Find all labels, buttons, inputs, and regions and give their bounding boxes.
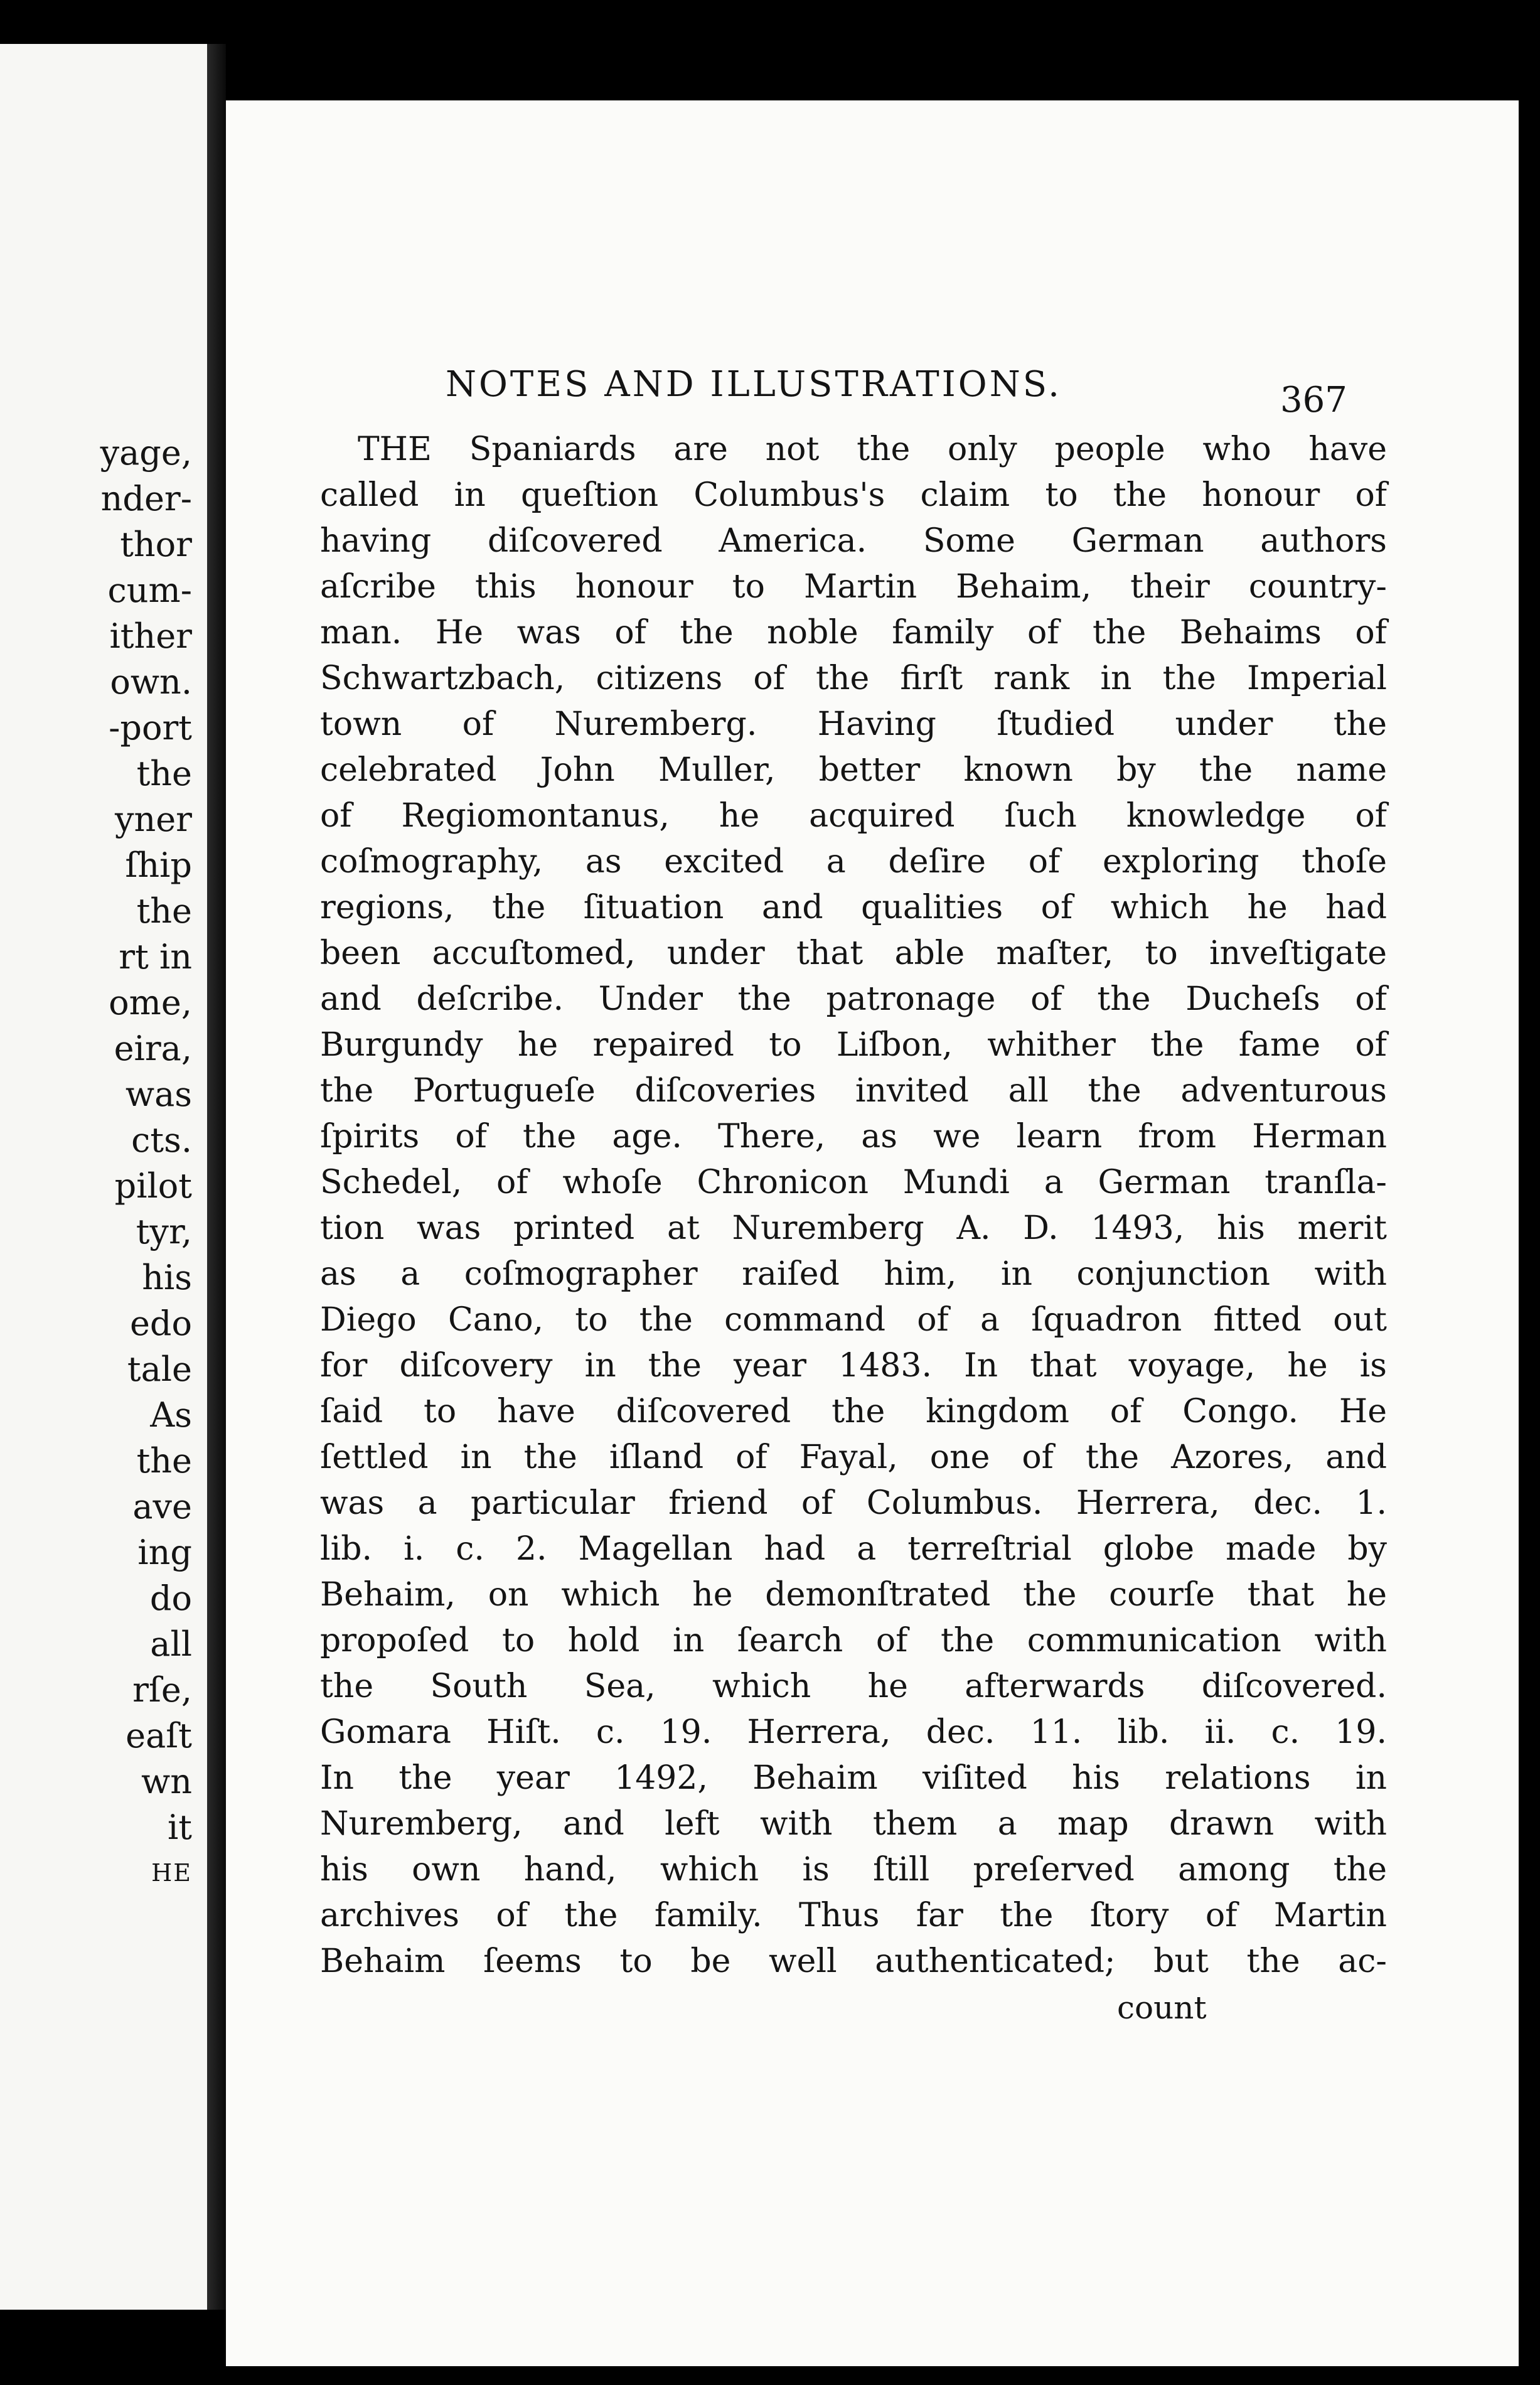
fragment-line: ing	[137, 1533, 192, 1572]
text-line: as a coſmographer raiſed him, in conjunction with	[320, 1255, 1387, 1293]
fragment-line: his	[142, 1258, 192, 1297]
text-line: Burgundy he repaired to Liſbon, whither the fame of	[320, 1026, 1387, 1064]
fragment-line: yner	[114, 800, 192, 839]
fragment-line: cum-	[107, 571, 192, 610]
fragment-line: cts.	[131, 1120, 192, 1160]
text-line: of Regiomontanus, he acquired ſuch knowledge of	[320, 797, 1387, 835]
fragment-line: ſhip	[125, 845, 192, 885]
text-line: Nuremberg, and left with them a map drawn with	[320, 1805, 1387, 1843]
fragment-line: wn	[141, 1762, 192, 1801]
text-line: Diego Cano, to the command of a ſquadron fitted out	[320, 1301, 1387, 1339]
text-line: town of Nuremberg. Having ſtudied under the	[320, 705, 1387, 743]
fragment-line: pilot	[114, 1166, 192, 1206]
fragment-line: eira,	[114, 1029, 192, 1068]
fragment-line: As	[150, 1395, 192, 1435]
current-page	[226, 100, 1519, 2366]
body-text	[320, 427, 1387, 1985]
text-line: In the year 1492, Behaim viſited his relations in	[320, 1759, 1387, 1797]
fragment-line: rt in	[119, 937, 192, 977]
fragment-line: -port	[109, 708, 192, 748]
text-line: Schedel, of whoſe Chronicon Mundi a German tranſla-	[320, 1164, 1387, 1201]
catchword: count	[1117, 1990, 1207, 2026]
text-line: called in queſtion Columbus's claim to the honour of	[320, 476, 1387, 514]
fragment-line: rſe,	[132, 1670, 192, 1710]
text-line: aſcribe this honour to Martin Behaim, their country-	[320, 568, 1387, 606]
page-number: 367	[1280, 380, 1347, 421]
fragment-line: the	[136, 754, 192, 793]
text-line: Schwartzbach, citizens of the firſt rank in the Imperial	[320, 660, 1387, 697]
text-line: man. He was of the noble family of the Behaims of	[320, 614, 1387, 651]
previous-page-line-fragments	[0, 430, 192, 1896]
fragment-line: the	[136, 891, 192, 931]
text-line: Behaim, on which he demonſtrated the courſe that he	[320, 1576, 1387, 1614]
text-line: and deſcribe. Under the patronage of the Ducheſs of	[320, 980, 1387, 1018]
fragment-line: ome,	[109, 983, 192, 1022]
text-line: Gomara Hiſt. c. 19. Herrera, dec. 11. lib. ii. c. 19.	[320, 1713, 1387, 1751]
text-line: his own hand, which is ſtill preſerved among the	[320, 1851, 1387, 1889]
fragment-line: edo	[129, 1304, 192, 1343]
text-line: ſpirits of the age. There, as we learn from Herman	[320, 1118, 1387, 1155]
fragment-line: tale	[127, 1349, 192, 1389]
fragment-line: own.	[110, 662, 192, 702]
text-line: regions, the ſituation and qualities of which he had	[320, 889, 1387, 926]
text-line: tion was printed at Nuremberg A. D. 1493, his merit	[320, 1209, 1387, 1247]
text-line: the South Sea, which he afterwards diſcovered.	[320, 1668, 1387, 1705]
text-line: propoſed to hold in ſearch of the communication with	[320, 1622, 1387, 1659]
fragment-line: all	[150, 1624, 192, 1664]
text-line: coſmography, as excited a deſire of exploring thoſe	[320, 843, 1387, 881]
fragment-line: tyr,	[136, 1212, 192, 1251]
text-line: was a particular friend of Columbus. Herrera, dec. 1.	[320, 1484, 1387, 1522]
text-line: been accuſtomed, under that able maſter, to inveſtigate	[320, 935, 1387, 972]
fragment-line: eaſt	[126, 1716, 192, 1755]
fragment-line: nder-	[100, 479, 192, 518]
fragment-line: thor	[120, 525, 192, 564]
previous-page-edge	[0, 44, 207, 2310]
text-line: lib. i. c. 2. Magellan had a terreſtrial globe made by	[320, 1530, 1387, 1568]
text-line: ſaid to have diſcovered the kingdom of Congo. He	[320, 1393, 1387, 1430]
fragment-line: was	[125, 1075, 192, 1114]
text-line: Behaim ſeems to be well authenticated; but the ac-	[320, 1943, 1387, 1980]
fragment-line: ither	[109, 616, 192, 656]
text-line: THE Spaniards are not the only people who have	[358, 431, 1387, 468]
text-line: archives of the family. Thus far the ſtory of Martin	[320, 1897, 1387, 1934]
text-line: celebrated John Muller, better known by the name	[320, 751, 1387, 789]
text-line: ſettled in the iſland of Fayal, one of the Azores, and	[320, 1439, 1387, 1476]
fragment-line: it	[168, 1808, 192, 1847]
text-line: for diſcovery in the year 1483. In that voyage, he is	[320, 1347, 1387, 1385]
fragment-line: yage,	[100, 433, 192, 473]
running-head: NOTES AND ILLUSTRATIONS.	[446, 364, 1062, 405]
fragment-line: do	[149, 1578, 192, 1618]
fragment-line: HE	[151, 1859, 192, 1887]
page-gutter	[207, 44, 226, 2310]
fragment-line: the	[136, 1441, 192, 1481]
text-line: having diſcovered America. Some German authors	[320, 522, 1387, 560]
text-line: the Portugueſe diſcoveries invited all the adventurous	[320, 1072, 1387, 1110]
fragment-line: ave	[132, 1487, 192, 1526]
